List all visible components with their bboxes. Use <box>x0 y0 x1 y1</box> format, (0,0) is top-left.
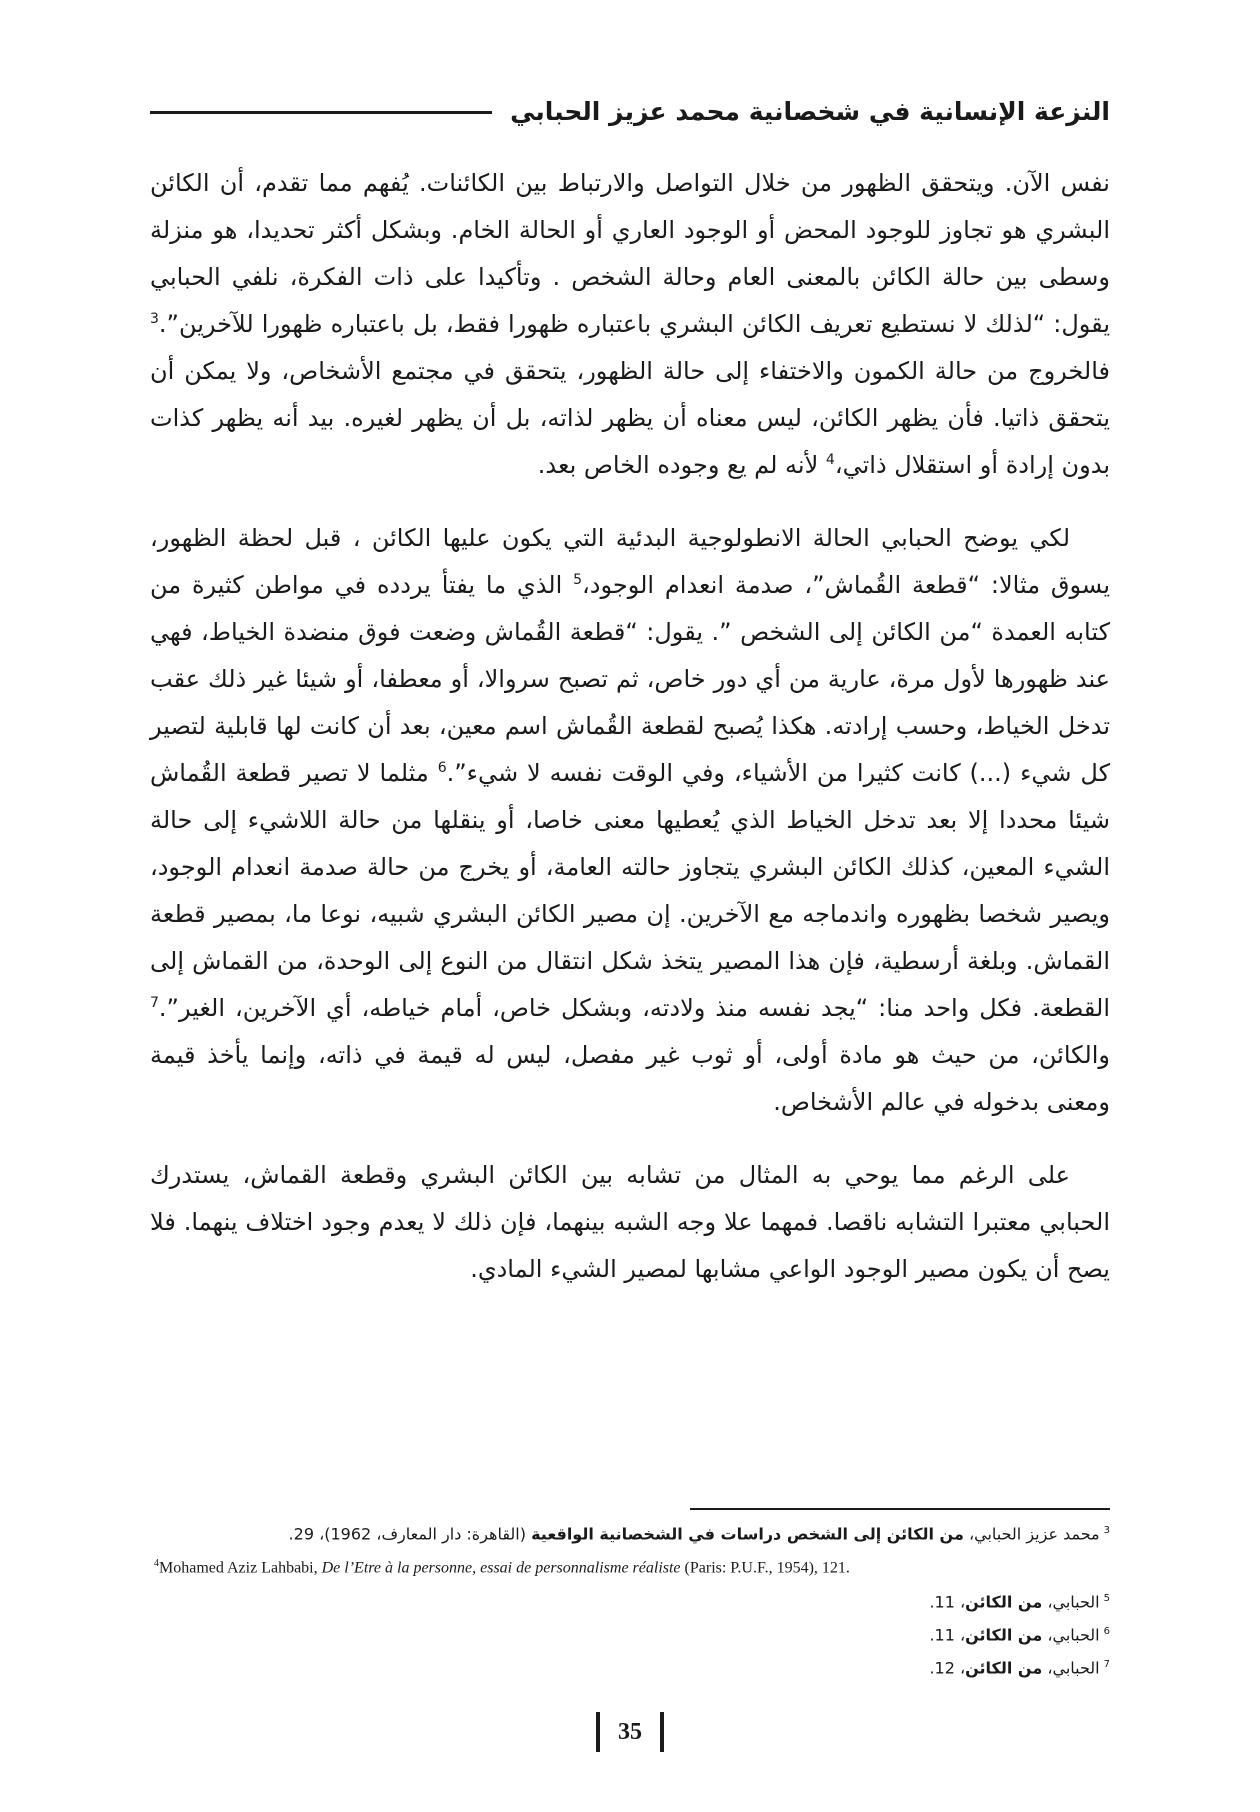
paragraph-2 <box>150 515 1110 1126</box>
footnote-6-author: الحبابي، <box>1042 1625 1100 1645</box>
body-text <box>150 160 1110 1319</box>
footnote-6-rest: ، 11. <box>929 1625 966 1645</box>
running-header-title: النزعة الإنسانية في شخصانية محمد عزيز الحبابي <box>510 97 1110 126</box>
footnote-3-number: 3 <box>1103 1525 1110 1536</box>
paragraph-1-part-2: فالخروج من حالة الكمون والاختفاء إلى حالة الظهور، يتحقق في مجتمع الأشخاص، ولا يمكن أن يتحقق ذاتيا. فأن يظهر الكائن، ليس معناه أن يظهر لذاته، بل أن يظهر لغيره. بيد أنه يظهر كذات بدون إرادة أو استقلال ذاتي، <box>150 357 1110 479</box>
page-footer <box>0 1712 1260 1752</box>
footnote-3 <box>150 1516 1110 1549</box>
page-number: 35 <box>618 1718 642 1745</box>
footnote-ref-6[interactable]: 6 <box>437 760 447 776</box>
footnote-6-title: من الكائن <box>965 1625 1043 1645</box>
footnote-5-title: من الكائن <box>965 1591 1043 1611</box>
footnote-ref-7[interactable]: 7 <box>150 995 159 1011</box>
footnotes <box>150 1516 1110 1684</box>
footnote-ref-5[interactable]: 5 <box>573 572 583 588</box>
footnote-ref-4[interactable]: 4 <box>825 452 835 468</box>
paragraph-2-part-2: الذي ما يفتأ يردده في مواطن كثيرة من كتابه العمدة “من الكائن إلى الشخص ”. يقول: “قطعة القُماش وضعت فوق منضدة الخياط، فهي عند ظهورها لأول مرة، عارية من أي دور خاص، ثم تصبح سروالا، أو معطفا، أو شيئا غير ذلك عقب تدخل الخياط، وحسب إرادته. هكذا يُصبح لقطعة القُماش اسم معين، بعد أن كانت لها قابلية لتصير كل شيء (...) كانت كثيرا من الأشياء، وفي الوقت نفسه لا شيء”. <box>150 571 1110 787</box>
header-rule <box>150 111 492 114</box>
page-number-bar-left <box>596 1712 600 1752</box>
footnote-4-number: 4 <box>154 1558 159 1570</box>
paragraph-2-part-1: لكي يوضح الحبابي الحالة الانطولوجية البدئية التي يكون عليها الكائن ، قبل لحظة الظهور، يسوق مثالا: “قطعة القُماش”، صدمة انعدام الوجود، <box>150 524 1110 599</box>
footnote-6-number: 6 <box>1103 1625 1110 1637</box>
footnote-7 <box>150 1650 1110 1683</box>
footnote-7-number: 7 <box>1103 1659 1110 1671</box>
footnote-4-rest: (Paris: P.U.F., 1954), 121. <box>680 1559 850 1577</box>
paragraph-3-text: على الرغم مما يوحي به المثال من تشابه بين الكائن البشري وقطعة القماش، يستدرك الحبابي معتبرا التشابه ناقصا. فمهما علا وجه الشبه بينهما، فإن ذلك لا يعدم وجود اختلاف ينهما. فلا يصح أن يكون مصير الوجود الواعي مشابها لمصير الشيء المادي. <box>150 1161 1110 1283</box>
paragraph-1-part-3: لأنه لم يع وجوده الخاص بعد. <box>537 451 826 479</box>
footnote-5-number: 5 <box>1103 1592 1110 1604</box>
footnote-3-rest: (القاهرة: دار المعارف، 1962)، 29. <box>288 1524 532 1544</box>
paragraph-1-part-1: نفس الآن. ويتحقق الظهور من خلال التواصل والارتباط بين الكائنات. يُفهم مما تقدم، أن الكائن البشري هو تجاوز للوجود المحض أو الوجود العاري أو الحالة الخام. وبشكل أكثر تحديدا، هو منزلة وسطى بين حالة الكائن بالمعنى العام وحالة الشخص . وتأكيدا على ذات الفكرة، نلفي الحبابي يقول: “لذلك لا نستطيع تعريف الكائن البشري باعتباره ظهورا فقط، بل باعتباره ظهورا للآخرين”. <box>150 169 1110 338</box>
footnote-7-rest: ، 12. <box>929 1658 966 1678</box>
footnote-6 <box>150 1617 1110 1650</box>
footnote-3-author: محمد عزيز الحبابي، <box>963 1524 1100 1544</box>
footnote-4-title: De l’Etre à la personne, essai de personnalisme réaliste <box>321 1559 681 1577</box>
footnote-7-author: الحبابي، <box>1042 1658 1100 1678</box>
running-header <box>150 82 1110 126</box>
paragraph-2-part-3: مثلما لا تصير قطعة القُماش شيئا محددا إلا بعد تدخل الخياط الذي يُعطيها معنى خاصا، أو ينقلها من حالة اللاشيء إلى حالة الشيء المعين، كذلك الكائن البشري يتجاوز حالته العامة، أو يخرج من حالة صدمة انعدام الوجود، ويصير شخصا بظهوره واندماجه مع الآخرين. إن مصير الكائن البشري شبيه، نوعا ما، بمصير قطعة القماش. وبلغة أرسطية، فإن هذا المصير يتخذ شكل انتقال من النوع إلى الوحدة، من القماش إلى القطعة. فكل واحد منا: “يجد نفسه منذ ولادته، وبشكل خاص، أمام خياطه، أي الآخرين، الغير”. <box>150 759 1110 1022</box>
footnote-separator <box>690 1508 1110 1510</box>
footnote-4 <box>150 1549 1110 1583</box>
paragraph-2-part-4: والكائن، من حيث هو مادة أولى، أو ثوب غير مفصل، ليس له قيمة في ذاته، وإنما يأخذ قيمة ومعنى بدخوله في عالم الأشخاص. <box>150 1041 1110 1116</box>
footnote-7-title: من الكائن <box>965 1658 1043 1678</box>
footnote-ref-3[interactable]: 3 <box>150 311 159 327</box>
paragraph-3 <box>150 1152 1110 1293</box>
paragraph-1 <box>150 160 1110 489</box>
footnote-5-author: الحبابي، <box>1042 1591 1100 1611</box>
footnote-3-title: من الكائن إلى الشخص دراسات في الشخصانية الواقعية <box>531 1524 964 1544</box>
footnote-5-rest: ، 11. <box>929 1591 966 1611</box>
footnote-5 <box>150 1584 1110 1617</box>
page-number-bar-right <box>660 1712 664 1752</box>
footnote-4-author: Mohamed Aziz Lahbabi, <box>159 1559 322 1577</box>
